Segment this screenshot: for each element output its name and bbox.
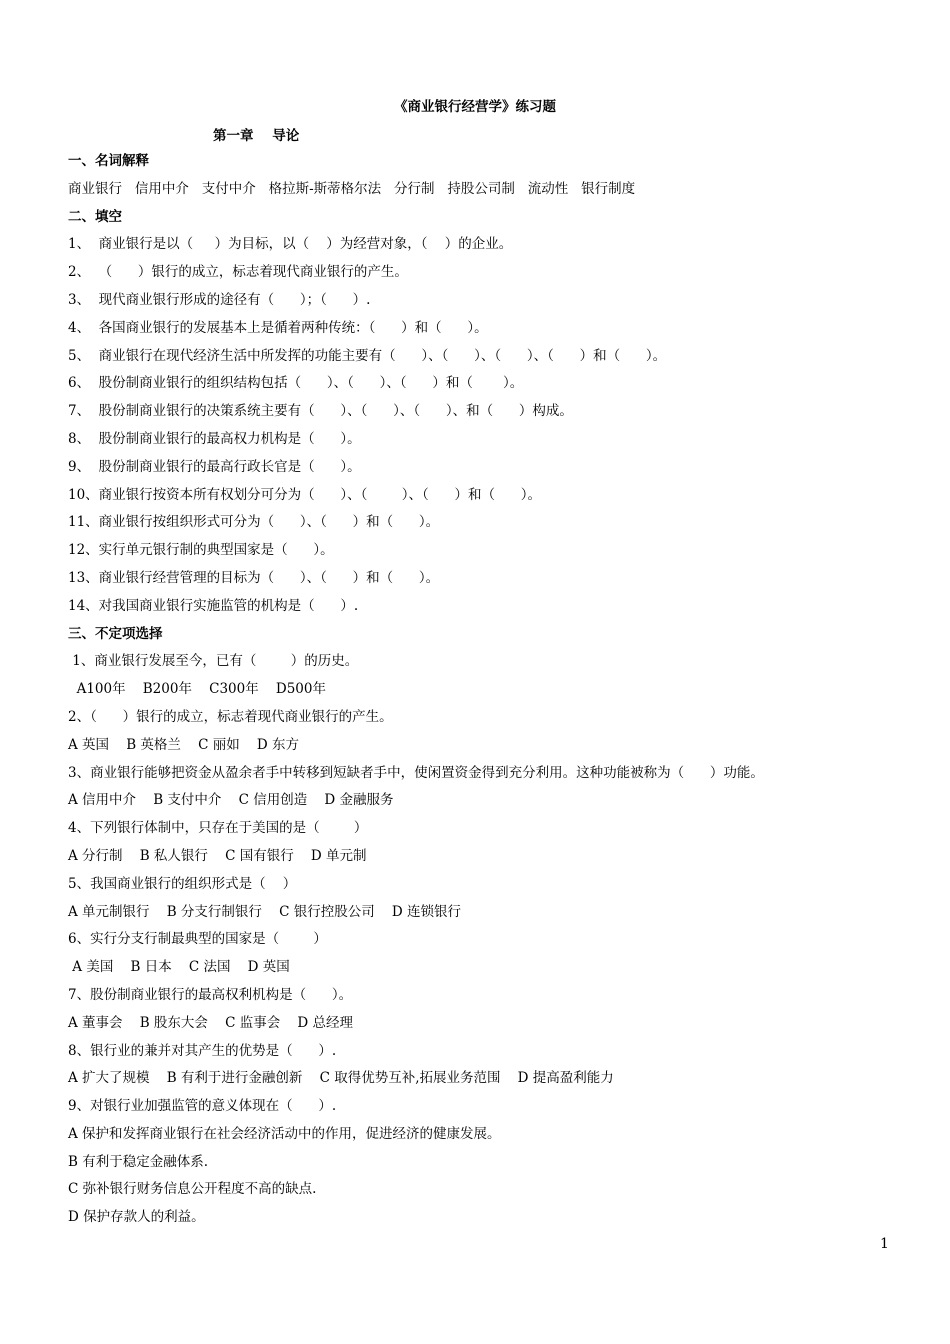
text-line: 1、 商业银行是以（ ）为目标，以（ ）为经营对象，（ ）的企业。 (68, 236, 513, 253)
text-line: 13、商业银行经营管理的目标为（ ）、（ ）和（ ）。 (68, 569, 440, 586)
text-line: A100年 B200年 C300年 D500年 (68, 681, 326, 698)
text-line: 8、 股份制商业银行的最高权力机构是（ ）。 (68, 430, 361, 447)
text-line: A 美国 B 日本 C 法国 D 英国 (68, 959, 290, 976)
text-line: A 董事会 B 股东大会 C 监事会 D 总经理 (68, 1014, 353, 1031)
text-line: A 分行制 B 私人银行 C 国有银行 D 单元制 (68, 847, 367, 864)
text-line: A 单元制银行 B 分支行制银行 C 银行控股公司 D 连锁银行 (68, 903, 461, 920)
text-line: 10、商业银行按资本所有权划分可分为（ ）、（ ）、（ ）和（ ）。 (68, 486, 542, 503)
chapter-heading: 第一章 导论 (213, 128, 300, 144)
text-line: 2、 （ ）银行的成立，标志着现代商业银行的产生。 (68, 264, 408, 281)
text-line: 12、实行单元银行制的典型国家是（ ）。 (68, 542, 334, 559)
text-line: 4、下列银行体制中，只存在于美国的是（ ） (68, 820, 368, 837)
text-line: 9、对银行业加强监管的意义体现在（ ）. (68, 1098, 337, 1115)
text-line: A 信用中介 B 支付中介 C 信用创造 D 金融服务 (68, 792, 394, 809)
text-line: B 有利于稳定金融体系. (68, 1153, 209, 1170)
text-line: 14、对我国商业银行实施监管的机构是（ ）. (68, 597, 359, 614)
text-line: 3、商业银行能够把资金从盈余者手中转移到短缺者手中，使闲置资金得到充分利用。这种功能被称为（ ）功能。 (68, 764, 764, 781)
section-heading: 三、不定项选择 (68, 625, 163, 642)
text-line: A 保护和发挥商业银行在社会经济活动中的作用，促进经济的健康发展。 (68, 1125, 501, 1142)
text-line: C 弥补银行财务信息公开程度不高的缺点. (68, 1181, 317, 1198)
text-line: 5、 商业银行在现代经济生活中所发挥的功能主要有（ ）、（ ）、（ ）、（ ）和（ ）。 (68, 347, 667, 364)
text-line: 11、商业银行按组织形式可分为（ ）、（ ）和（ ）。 (68, 514, 440, 531)
text-line: 8、银行业的兼并对其产生的优势是（ ）. (68, 1042, 337, 1059)
text-line: 9、 股份制商业银行的最高行政长官是（ ）。 (68, 458, 361, 475)
section-heading: 一、名词解释 (68, 153, 149, 169)
text-line: 7、 股份制商业银行的决策系统主要有（ ）、（ ）、（ ）、和（ ）构成。 (68, 403, 573, 420)
page-number: 1 (880, 1236, 889, 1252)
document-title: 《商业银行经营学》练习题 (394, 99, 556, 115)
document-body (68, 148, 898, 1232)
section-heading: 二、填空 (68, 208, 122, 225)
text-line: 商业银行 信用中介 支付中介 格拉斯-斯蒂格尔法 分行制 持股公司制 流动性 银行制度 (68, 180, 636, 197)
text-line: 6、 股份制商业银行的组织结构包括（ ）、（ ）、（ ）和（ ）。 (68, 375, 524, 392)
text-line: 4、 各国商业银行的发展基本上是循着两种传统：（ ）和（ ）。 (68, 319, 488, 336)
text-line: 2、（ ）银行的成立，标志着现代商业银行的产生。 (68, 708, 393, 725)
text-line: 5、我国商业银行的组织形式是（ ） (68, 875, 297, 892)
text-line: A 英国 B 英格兰 C 丽如 D 东方 (68, 736, 299, 753)
text-line: 3、 现代商业银行形成的途径有（ ）；（ ）. (68, 291, 371, 308)
text-line: 7、股份制商业银行的最高权利机构是（ ）。 (68, 986, 353, 1003)
text-line: D 保护存款人的利益。 (68, 1209, 205, 1226)
text-line: 1、商业银行发展至今，已有（ ）的历史。 (68, 653, 359, 670)
text-line: A 扩大了规模 B 有利于进行金融创新 C 取得优势互补,拓展业务范围 D 提高盈利能力 (68, 1070, 614, 1087)
text-line: 6、实行分支行制最典型的国家是（ ） (68, 931, 327, 948)
